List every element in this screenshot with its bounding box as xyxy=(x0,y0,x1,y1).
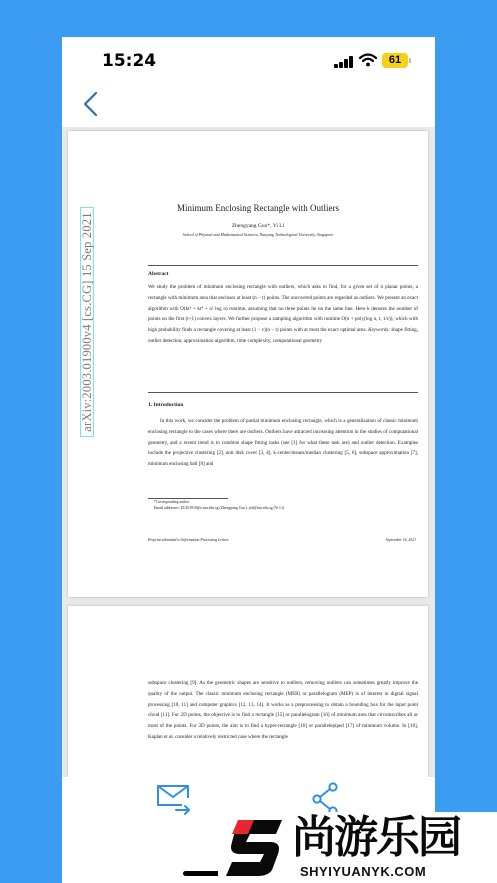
page2-text: subspace clustering [9]. As the geometric shapes are sensitive to outliers, removing outliers can sometimes greatly improve the quality of the output. The classic minimum enclosing rectangle (MER) or parallelogram (MEP) is of interest in digital signal processing [10, 11] and computer graphics [12, 13, 14]. It works as a preprocessing to obtain a bounding box for the input point cloud [11]. For 2D points, the objective is to find a rectangle [15] or parallelogram [10] of minimum area that circumscribes all or most of the points. For 3D points, the aim is to find a hyper-rectangle [16] or parallelepiped [17] of minimum volume. In [18], Kaplan et al. consider a relatively restricted case where the rectangle xyxy=(148,680,418,740)
footnote-email: Email addresses: ZGUO010@e.ntu.edu.sg (Zhengyang Guo), yili@ntu.edu.sg (Yi Li) xyxy=(154,506,285,510)
abstract-top-rule xyxy=(148,265,418,266)
cellular-signal-icon xyxy=(334,56,354,68)
footer-date: September 16, 2021 xyxy=(385,538,416,542)
battery-indicator: 61 xyxy=(382,53,408,68)
abstract-bottom-rule xyxy=(148,392,418,393)
paper-authors: Zhengyang Guo*, Yi Li xyxy=(231,223,285,229)
brand-logo-icon xyxy=(224,816,284,878)
pdf-page-1 xyxy=(68,131,428,597)
footnote-rule xyxy=(148,498,228,499)
status-time: 15:24 xyxy=(102,51,157,71)
mail-forward-icon[interactable] xyxy=(156,783,192,817)
watermark-brand-cn: 尚游乐园 xyxy=(292,812,460,863)
introduction-text: In this work, we consider the problem of partial minimum enclosing rectangle, which is a generalization of classic minimum enclosing rectangle to the cases where there are outliers. Outliers have attracted increasing attention in the studies of computational geometry, and a recent trend is to combine shape fitting tasks (see [1] for what these task are) and outlier detection. Examples include the projective clustering [2], unit disk cover [3, 4], k-center/means/median clustering [5, 6], subspace approximation [7], minimum enclosing ball [8] and xyxy=(148,418,418,468)
phone-screen xyxy=(62,37,435,883)
keywords-text: shape fitting, outlier detection, approximation algorithm, time complexity, computational geometry xyxy=(148,327,418,344)
wifi-icon xyxy=(359,53,377,67)
abstract-body: We study the problem of minimum enclosing rectangle with outliers, which asks to find, for a given set of n planar points, a rectangle with minimum area that encloses at least (n − t) points. The uncovered points are regarded as outliers. We present an exact algorithm with O(kt³ + kt⁴ + n² log n) runtime, assuming that no three points lie on the same line. Here k denotes the number of points on the first (t+1) convex layers. We further propose a sampling algorithm with runtime O(n + poly(log n, t, 1/ε)), which with high probability finds a rectangle covering at least (1 − ε)(n − t) points with at most the exact optimal area. xyxy=(148,284,418,334)
paper-title: Minimum Enclosing Rectangle with Outliers xyxy=(177,203,339,213)
abstract-text xyxy=(148,282,418,347)
paper-affiliation: School of Physical and Mathematical Sciences, Nanyang Technological University, Singapore xyxy=(182,232,334,237)
pdf-viewer[interactable] xyxy=(62,127,435,777)
section-heading-introduction: 1. Introduction xyxy=(148,402,184,408)
arxiv-stamp[interactable]: arXiv:2003.01900v4 [cs.CG] 15 Sep 2021 xyxy=(80,207,94,437)
watermark-brand-en: SHYIYUANYK.COM xyxy=(300,864,427,879)
abstract-heading: Abstract xyxy=(148,271,169,277)
footer-preprint: Preprint submitted to Information Processing Letters xyxy=(148,538,229,542)
pdf-page-2 xyxy=(68,606,428,777)
footnote-corresponding: *Corresponding author xyxy=(154,500,190,504)
back-button[interactable] xyxy=(80,91,102,117)
battery-tip xyxy=(409,58,411,63)
keywords-label: Keywords: xyxy=(368,327,390,334)
watermark-banner xyxy=(218,812,497,883)
status-bar xyxy=(62,37,435,83)
